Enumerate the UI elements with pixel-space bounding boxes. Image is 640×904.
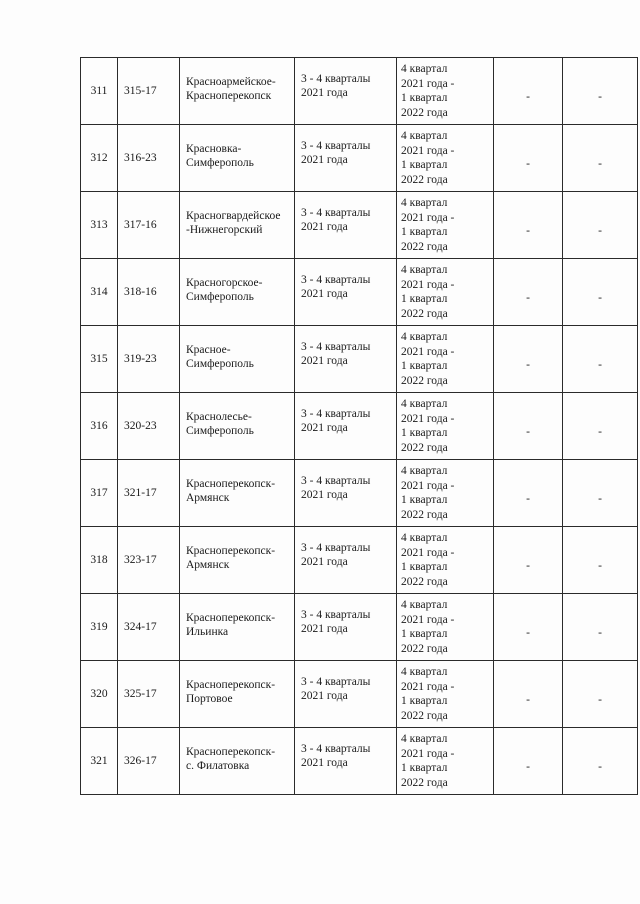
row-number-cell bbox=[81, 326, 118, 393]
table-row bbox=[81, 728, 638, 795]
term-line: 4 квартал bbox=[401, 197, 448, 209]
row-number: 316 bbox=[90, 419, 108, 432]
term-line: 1 квартал bbox=[401, 360, 448, 372]
route-code-cell bbox=[118, 594, 180, 661]
term-cell bbox=[397, 728, 494, 795]
route-name-cell bbox=[180, 192, 295, 259]
route-name-cell bbox=[180, 728, 295, 795]
value-b: - bbox=[598, 693, 602, 706]
period-line: 2021 года bbox=[301, 690, 348, 702]
term-cell bbox=[397, 125, 494, 192]
period-line: 2021 года bbox=[301, 355, 348, 367]
route-code: 323-17 bbox=[124, 553, 157, 566]
route-code-cell bbox=[118, 460, 180, 527]
value-a-cell bbox=[494, 259, 563, 326]
period-line: 3 - 4 кварталы bbox=[301, 742, 371, 755]
value-a-cell bbox=[494, 527, 563, 594]
route-name-cell bbox=[180, 393, 295, 460]
route-code: 326-17 bbox=[124, 754, 157, 767]
route-name-cell bbox=[180, 125, 295, 192]
term-line: 2022 года bbox=[401, 307, 448, 320]
term-line: 2021 года - bbox=[401, 345, 455, 358]
term-line: 2022 года bbox=[401, 240, 448, 253]
term-line: 2021 года - bbox=[401, 747, 455, 760]
route-code-cell bbox=[118, 192, 180, 259]
term-line: 4 квартал bbox=[401, 733, 448, 745]
route-name-line: Армянск bbox=[186, 492, 230, 504]
term-line: 2021 года - bbox=[401, 479, 455, 492]
row-number-cell bbox=[81, 661, 118, 728]
route-code: 316-23 bbox=[124, 151, 157, 164]
period-line: 2021 года bbox=[301, 87, 348, 99]
value-a: - bbox=[526, 157, 530, 170]
period-line: 3 - 4 кварталы bbox=[301, 72, 371, 85]
term-cell bbox=[397, 661, 494, 728]
period-line: 3 - 4 кварталы bbox=[301, 541, 371, 554]
period-line: 2021 года bbox=[301, 556, 348, 568]
route-name-line: Красноперекопск- bbox=[186, 477, 276, 490]
term-line: 2022 года bbox=[401, 374, 448, 387]
value-b-cell bbox=[563, 527, 638, 594]
table-row bbox=[81, 393, 638, 460]
value-a-cell bbox=[494, 460, 563, 527]
route-code: 315-17 bbox=[124, 84, 157, 97]
term-line: 2022 года bbox=[401, 642, 448, 655]
term-line: 2022 года bbox=[401, 441, 448, 454]
row-number-cell bbox=[81, 393, 118, 460]
value-b: - bbox=[598, 559, 602, 572]
term-line: 2021 года - bbox=[401, 546, 455, 559]
value-b-cell bbox=[563, 728, 638, 795]
term-line: 1 квартал bbox=[401, 159, 448, 171]
term-line: 2022 года bbox=[401, 776, 448, 789]
value-b: - bbox=[598, 157, 602, 170]
value-b: - bbox=[598, 425, 602, 438]
term-line: 2021 года - bbox=[401, 144, 455, 157]
route-code-cell bbox=[118, 259, 180, 326]
value-a: - bbox=[526, 626, 530, 639]
table-row bbox=[81, 527, 638, 594]
term-line: 4 квартал bbox=[401, 599, 448, 611]
term-cell bbox=[397, 393, 494, 460]
value-b: - bbox=[598, 626, 602, 639]
value-a: - bbox=[526, 358, 530, 371]
value-b-cell bbox=[563, 393, 638, 460]
term-line: 2022 года bbox=[401, 173, 448, 186]
term-line: 1 квартал bbox=[401, 494, 448, 506]
value-a: - bbox=[526, 693, 530, 706]
route-name-line: Краснолесье- bbox=[186, 410, 252, 423]
route-name-line: Симферополь bbox=[186, 425, 254, 437]
term-line: 1 квартал bbox=[401, 92, 448, 104]
term-cell bbox=[397, 326, 494, 393]
row-number: 314 bbox=[90, 285, 108, 298]
period-line: 2021 года bbox=[301, 288, 348, 300]
term-cell bbox=[397, 460, 494, 527]
row-number: 315 bbox=[90, 352, 108, 365]
period-line: 2021 года bbox=[301, 623, 348, 635]
value-b-cell bbox=[563, 661, 638, 728]
row-number: 313 bbox=[90, 218, 108, 231]
term-line: 2022 года bbox=[401, 106, 448, 119]
route-name-line: Симферополь bbox=[186, 291, 254, 303]
row-number: 317 bbox=[90, 486, 108, 499]
route-name-line: Красновка- bbox=[186, 142, 242, 155]
term-cell bbox=[397, 527, 494, 594]
period-line: 3 - 4 кварталы bbox=[301, 273, 371, 286]
term-line: 4 квартал bbox=[401, 63, 448, 75]
value-a: - bbox=[526, 492, 530, 505]
period-cell bbox=[295, 125, 397, 192]
route-name-line: Красноперекопск bbox=[186, 90, 272, 102]
value-a-cell bbox=[494, 393, 563, 460]
row-number-cell bbox=[81, 125, 118, 192]
period-line: 2021 года bbox=[301, 154, 348, 166]
term-line: 1 квартал bbox=[401, 561, 448, 573]
period-line: 3 - 4 кварталы bbox=[301, 608, 371, 621]
period-line: 2021 года bbox=[301, 489, 348, 501]
value-a: - bbox=[526, 291, 530, 304]
route-name-line: Красное- bbox=[186, 343, 231, 356]
route-code: 317-16 bbox=[124, 218, 157, 231]
route-name-cell bbox=[180, 661, 295, 728]
value-b-cell bbox=[563, 192, 638, 259]
route-name-cell bbox=[180, 460, 295, 527]
value-a: - bbox=[526, 90, 530, 103]
route-code-cell bbox=[118, 393, 180, 460]
route-code-cell bbox=[118, 58, 180, 125]
row-number: 311 bbox=[90, 84, 108, 97]
term-line: 4 квартал bbox=[401, 465, 448, 477]
row-number: 312 bbox=[90, 151, 108, 164]
value-b: - bbox=[598, 291, 602, 304]
period-cell bbox=[295, 594, 397, 661]
route-code-cell bbox=[118, 661, 180, 728]
table-row bbox=[81, 192, 638, 259]
route-name-line: Красноперекопск- bbox=[186, 611, 276, 624]
term-line: 4 квартал bbox=[401, 264, 448, 276]
value-b-cell bbox=[563, 125, 638, 192]
term-line: 2021 года - bbox=[401, 77, 455, 90]
term-line: 2022 года bbox=[401, 508, 448, 521]
route-name-line: с. Филатовка bbox=[186, 760, 250, 772]
term-line: 4 квартал bbox=[401, 130, 448, 142]
term-line: 2021 года - bbox=[401, 412, 455, 425]
route-name-cell bbox=[180, 58, 295, 125]
value-b: - bbox=[598, 492, 602, 505]
period-line: 3 - 4 кварталы bbox=[301, 407, 371, 420]
term-line: 2022 года bbox=[401, 575, 448, 588]
term-cell bbox=[397, 259, 494, 326]
value-a-cell bbox=[494, 594, 563, 661]
row-number: 319 bbox=[90, 620, 108, 633]
value-a-cell bbox=[494, 728, 563, 795]
value-a: - bbox=[526, 559, 530, 572]
route-code-cell bbox=[118, 326, 180, 393]
term-cell bbox=[397, 192, 494, 259]
period-cell bbox=[295, 259, 397, 326]
table-body bbox=[81, 58, 638, 795]
row-number-cell bbox=[81, 728, 118, 795]
term-line: 1 квартал bbox=[401, 427, 448, 439]
route-name-line: Портовое bbox=[186, 693, 233, 705]
route-code-cell bbox=[118, 125, 180, 192]
value-b: - bbox=[598, 358, 602, 371]
route-name-line: -Нижнегорский bbox=[186, 224, 263, 236]
value-b: - bbox=[598, 760, 602, 773]
period-cell bbox=[295, 393, 397, 460]
route-code: 324-17 bbox=[124, 620, 157, 633]
period-cell bbox=[295, 527, 397, 594]
value-a-cell bbox=[494, 661, 563, 728]
value-a: - bbox=[526, 224, 530, 237]
period-cell bbox=[295, 728, 397, 795]
term-line: 1 квартал bbox=[401, 293, 448, 305]
period-cell bbox=[295, 460, 397, 527]
table-row bbox=[81, 594, 638, 661]
value-b: - bbox=[598, 224, 602, 237]
value-a-cell bbox=[494, 192, 563, 259]
route-schedule-table bbox=[80, 57, 638, 795]
period-cell bbox=[295, 661, 397, 728]
route-name-cell bbox=[180, 326, 295, 393]
route-name-cell bbox=[180, 527, 295, 594]
value-a: - bbox=[526, 760, 530, 773]
route-name-line: Красноармейское- bbox=[186, 75, 276, 88]
table-row bbox=[81, 259, 638, 326]
row-number-cell bbox=[81, 460, 118, 527]
value-a-cell bbox=[494, 125, 563, 192]
table-row bbox=[81, 326, 638, 393]
row-number-cell bbox=[81, 259, 118, 326]
period-line: 3 - 4 кварталы bbox=[301, 675, 371, 688]
value-b-cell bbox=[563, 58, 638, 125]
route-name-line: Красноперекопск- bbox=[186, 544, 276, 557]
term-line: 2022 года bbox=[401, 709, 448, 722]
term-line: 2021 года - bbox=[401, 278, 455, 291]
term-line: 2021 года - bbox=[401, 613, 455, 626]
table-row bbox=[81, 460, 638, 527]
row-number-cell bbox=[81, 58, 118, 125]
table-row bbox=[81, 125, 638, 192]
period-cell bbox=[295, 326, 397, 393]
route-code: 318-16 bbox=[124, 285, 157, 298]
term-line: 1 квартал bbox=[401, 695, 448, 707]
row-number-cell bbox=[81, 192, 118, 259]
table-row bbox=[81, 661, 638, 728]
route-code: 321-17 bbox=[124, 486, 157, 499]
value-b-cell bbox=[563, 460, 638, 527]
route-name-line: Симферополь bbox=[186, 358, 254, 370]
route-name-line: Ильинка bbox=[186, 626, 229, 638]
route-code-cell bbox=[118, 728, 180, 795]
route-code: 320-23 bbox=[124, 419, 157, 432]
period-cell bbox=[295, 58, 397, 125]
row-number-cell bbox=[81, 527, 118, 594]
term-line: 4 квартал bbox=[401, 532, 448, 544]
period-line: 2021 года bbox=[301, 422, 348, 434]
term-line: 1 квартал bbox=[401, 628, 448, 640]
value-a: - bbox=[526, 425, 530, 438]
term-line: 4 квартал bbox=[401, 666, 448, 678]
row-number-cell bbox=[81, 594, 118, 661]
route-name-cell bbox=[180, 259, 295, 326]
period-line: 2021 года bbox=[301, 221, 348, 233]
term-cell bbox=[397, 58, 494, 125]
route-name-cell bbox=[180, 594, 295, 661]
route-name-line: Красногвардейское bbox=[186, 209, 281, 222]
row-number: 321 bbox=[90, 754, 108, 767]
route-name-line: Симферополь bbox=[186, 157, 254, 169]
route-name-line: Красноперекопск- bbox=[186, 678, 276, 691]
route-name-line: Красноперекопск- bbox=[186, 745, 276, 758]
value-b-cell bbox=[563, 594, 638, 661]
value-b-cell bbox=[563, 326, 638, 393]
term-line: 2021 года - bbox=[401, 680, 455, 693]
route-code: 319-23 bbox=[124, 352, 157, 365]
period-cell bbox=[295, 192, 397, 259]
term-cell bbox=[397, 594, 494, 661]
row-number: 318 bbox=[90, 553, 108, 566]
value-b: - bbox=[598, 90, 602, 103]
value-b-cell bbox=[563, 259, 638, 326]
period-line: 3 - 4 кварталы bbox=[301, 474, 371, 487]
route-name-line: Армянск bbox=[186, 559, 230, 571]
row-number: 320 bbox=[90, 687, 108, 700]
term-line: 1 квартал bbox=[401, 226, 448, 238]
period-line: 3 - 4 кварталы bbox=[301, 139, 371, 152]
route-name-line: Красногорское- bbox=[186, 276, 263, 289]
route-code-cell bbox=[118, 527, 180, 594]
value-a-cell bbox=[494, 58, 563, 125]
table-row bbox=[81, 58, 638, 125]
period-line: 3 - 4 кварталы bbox=[301, 340, 371, 353]
term-line: 1 квартал bbox=[401, 762, 448, 774]
term-line: 4 квартал bbox=[401, 331, 448, 343]
period-line: 2021 года bbox=[301, 757, 348, 769]
route-code: 325-17 bbox=[124, 687, 157, 700]
term-line: 2021 года - bbox=[401, 211, 455, 224]
value-a-cell bbox=[494, 326, 563, 393]
period-line: 3 - 4 кварталы bbox=[301, 206, 371, 219]
term-line: 4 квартал bbox=[401, 398, 448, 410]
